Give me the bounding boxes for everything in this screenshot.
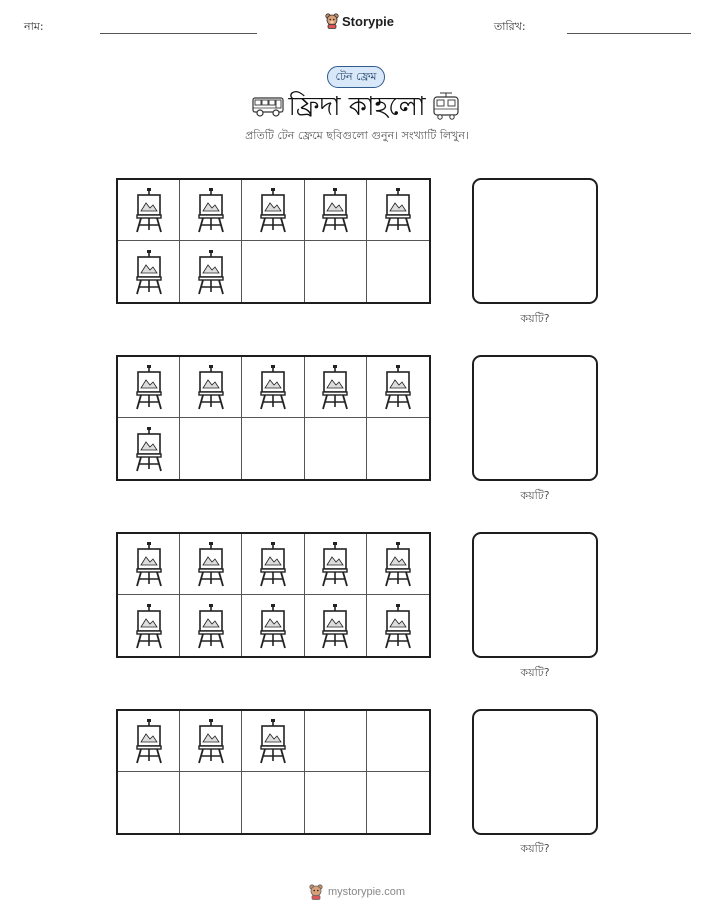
frame-cell	[242, 772, 304, 833]
frame-cell	[367, 418, 429, 479]
frame-cell	[305, 595, 367, 656]
brand	[325, 13, 394, 29]
easel-icon	[132, 249, 166, 295]
frame-cell	[242, 241, 304, 302]
frame-cell	[305, 418, 367, 479]
brand-name: Storypie	[342, 13, 395, 29]
frame-cell	[118, 772, 180, 833]
easel-icon	[132, 541, 166, 587]
frame-cell	[118, 711, 180, 772]
answer-label: কয়টি?	[520, 842, 550, 855]
easel-icon	[132, 364, 166, 410]
easel-icon	[132, 718, 166, 764]
ten-frame	[116, 178, 431, 304]
easel-icon	[194, 187, 228, 233]
easel-icon	[256, 187, 290, 233]
easel-icon	[381, 187, 415, 233]
frame-cell	[367, 711, 429, 772]
frame-cell	[180, 180, 242, 241]
frame-cell	[118, 357, 180, 418]
frame-cell	[180, 357, 242, 418]
footer-url[interactable]: mystorypie.com	[327, 886, 406, 898]
easel-icon	[132, 187, 166, 233]
tram-icon	[431, 92, 461, 120]
easel-icon	[194, 541, 228, 587]
frame-cell	[180, 711, 242, 772]
frame-cell	[367, 357, 429, 418]
easel-icon	[318, 603, 352, 649]
answer-box[interactable]	[472, 178, 598, 304]
name-label: নাম:	[24, 20, 44, 33]
easel-icon	[256, 718, 290, 764]
frame-cell	[118, 534, 180, 595]
frame-cell	[242, 534, 304, 595]
frame-cell	[180, 418, 242, 479]
easel-icon	[381, 603, 415, 649]
frame-cell	[118, 418, 180, 479]
date-label: তারিখ:	[494, 20, 526, 33]
footer	[0, 884, 714, 900]
frame-cell	[305, 180, 367, 241]
easel-icon	[132, 426, 166, 472]
frame-cell	[367, 241, 429, 302]
frame-cell	[305, 772, 367, 833]
frame-cell	[305, 357, 367, 418]
easel-icon	[318, 364, 352, 410]
easel-icon	[381, 541, 415, 587]
ten-frame	[116, 709, 431, 835]
frame-cell	[367, 534, 429, 595]
frame-cell	[367, 772, 429, 833]
bear-logo-icon	[309, 884, 323, 900]
answer-label: কয়টি?	[520, 489, 550, 502]
answer-box[interactable]	[472, 355, 598, 481]
frame-cell	[305, 241, 367, 302]
easel-icon	[381, 364, 415, 410]
frame-cell	[242, 418, 304, 479]
easel-icon	[194, 364, 228, 410]
frame-cell	[242, 357, 304, 418]
frame-cell	[242, 711, 304, 772]
ten-frame	[116, 532, 431, 658]
answer-box[interactable]	[472, 532, 598, 658]
worksheet-title: ফ্রিদা কাহলো	[288, 92, 426, 122]
frame-cell	[180, 595, 242, 656]
frame-cell	[118, 595, 180, 656]
easel-icon	[318, 187, 352, 233]
easel-icon	[256, 364, 290, 410]
frame-cell	[180, 534, 242, 595]
frame-cell	[118, 241, 180, 302]
instructions: প্রতিটি টেন ফ্রেমে ছবিগুলো গুনুন। সংখ্যাটি লিখুন।	[245, 129, 469, 142]
frame-cell	[180, 241, 242, 302]
easel-icon	[318, 541, 352, 587]
easel-icon	[194, 249, 228, 295]
easel-icon	[256, 603, 290, 649]
frame-cell	[180, 772, 242, 833]
frame-cell	[367, 595, 429, 656]
answer-box[interactable]	[472, 709, 598, 835]
answer-label: কয়টি?	[520, 666, 550, 679]
easel-icon	[132, 603, 166, 649]
name-line[interactable]	[100, 33, 257, 34]
easel-icon	[256, 541, 290, 587]
easel-icon	[194, 718, 228, 764]
frame-cell	[242, 180, 304, 241]
date-line[interactable]	[567, 33, 691, 34]
frame-cell	[305, 534, 367, 595]
frame-cell	[242, 595, 304, 656]
topic-badge: টেন ফ্রেম	[327, 66, 385, 88]
frame-cell	[118, 180, 180, 241]
frame-cell	[367, 180, 429, 241]
bear-logo-icon	[325, 13, 339, 29]
easel-icon	[194, 603, 228, 649]
ten-frame	[116, 355, 431, 481]
frame-cell	[305, 711, 367, 772]
answer-label: কয়টি?	[520, 312, 550, 325]
